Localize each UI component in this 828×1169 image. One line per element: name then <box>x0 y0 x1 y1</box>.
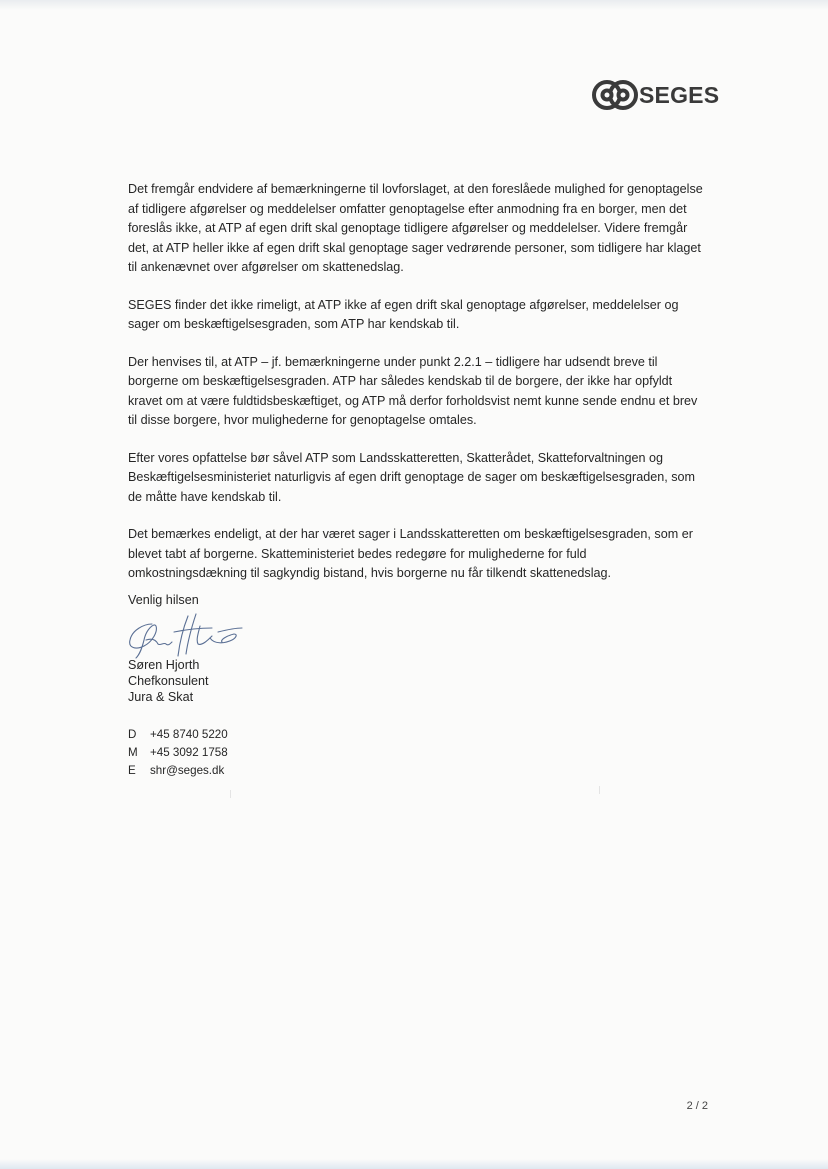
paragraph-seges-position: SEGES finder det ikke rimeligt, at ATP ikke af egen drift skal genoptage afgørelser, meddelelser og sager om beskæftigelsesgraden, som ATP har kendskab til. <box>128 297 679 331</box>
handwritten-signature <box>122 610 247 662</box>
contact-row-mobile <box>128 744 228 762</box>
seges-logo <box>592 80 719 110</box>
logo-wordmark: SEGES <box>639 81 720 108</box>
scan-top-edge <box>0 0 828 10</box>
signature-block <box>128 657 209 705</box>
contact-row-email <box>128 762 228 780</box>
paragraph-authorities: Efter vores opfattelse bør såvel ATP som Landsskatteretten, Skatterådet, Skatteforvaltningen og Beskæftigelsesministeriet naturligvis af egen drift genoptage de sager om beskæftigelsesgraden, som de måtte have kendskab til. <box>128 450 696 504</box>
scan-speck <box>599 786 600 794</box>
contact-value-phone-direct: +45 8740 5220 <box>150 728 228 741</box>
contact-value-phone-mobile: +45 3092 1758 <box>150 746 228 759</box>
contact-label: M <box>128 746 138 759</box>
scan-speck <box>230 790 231 798</box>
paragraph-cost-coverage: Det bemærkes endeligt, at der har været sager i Landsskatteretten om beskæftigelsesgraden, som er blevet tabt af borgerne. Skatteministeriet bedes redegøre for mulighederne for fuld omkostningsdækning til sagkyndig bistand, hvis borgerne nu får tilkendt skattenedslag. <box>128 527 693 580</box>
contact-row-direct <box>128 726 228 744</box>
contact-label: E <box>128 764 136 777</box>
closing-greeting: Venlig hilsen <box>128 593 199 607</box>
sender-title: Chefkonsulent <box>128 674 209 688</box>
seges-logo-icon <box>592 80 638 110</box>
page-number: 2 / 2 <box>686 1100 708 1112</box>
contact-label: D <box>128 728 137 741</box>
contact-details <box>128 726 228 780</box>
sender-name: Søren Hjorth <box>128 658 200 672</box>
scan-bottom-edge <box>0 1159 828 1169</box>
letter-body <box>128 180 704 602</box>
contact-value-email: shr@seges.dk <box>150 764 225 777</box>
paragraph-genoptagelse: Det fremgår endvidere af bemærkningerne til lovforslaget, at den foreslåede mulighed for genoptagelse af tidligere afgørelser og meddelelser omfatter genoptagelse efter anmodning fra en borger, men det foreslås ikke, at ATP af egen drift skal genoptage tidligere afgørelser og meddelelser. Videre fremgår det, at ATP heller ikke af egen drift skal genoptage sager vedrørende personer, som tidligere har klaget til ankenævnet over afgørelser om skattenedslag. <box>128 182 703 274</box>
paragraph-atp-letters: Der henvises til, at ATP – jf. bemærkningerne under punkt 2.2.1 – tidligere har udsendt breve til borgerne om beskæftigelsesgraden. ATP har således kendskab til de borgere, der ikke har opfyldt kravet om at være fuldtidsbeskæftiget, og ATP må derfor forholdsvist nemt kunne sende endnu et brev til disse borgere, hvor mulighederne for genoptagelse omtales. <box>128 354 698 427</box>
sender-department: Jura & Skat <box>128 690 194 704</box>
